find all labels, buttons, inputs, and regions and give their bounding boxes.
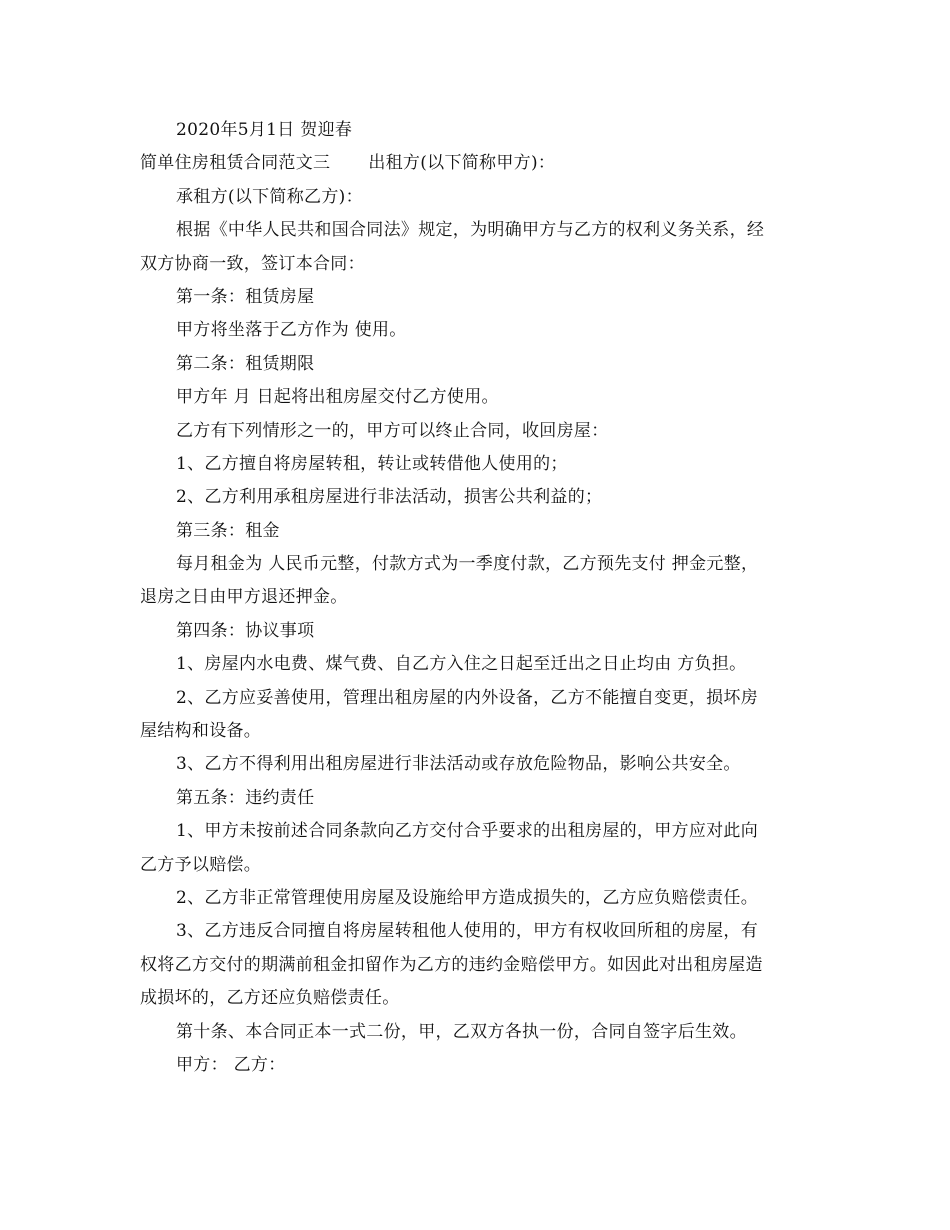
- article-heading: 第三条：租金: [176, 520, 280, 541]
- list-item: 1、甲方未按前述合同条款向乙方交付合乎要求的出租房屋的，甲方应对此向: [176, 821, 759, 842]
- paragraph-line: 每月租金为 人民币元整，付款方式为一季度付款，乙方预先支付 押金元整，: [176, 554, 759, 575]
- paragraph-line: 双方协商一致，签订本合同：: [140, 253, 365, 274]
- list-item: 2、乙方非正常管理使用房屋及设施给甲方造成损失的，乙方应负赔偿责任。: [176, 887, 759, 908]
- date-author-line: 2020年5月1日 贺迎春: [176, 120, 353, 140]
- paragraph-line: 根据《中华人民共和国合同法》规定，为明确甲方与乙方的权利义务关系，经: [176, 220, 765, 241]
- title-line: [140, 147, 820, 180]
- paragraph-line: 乙方予以赔偿。: [140, 854, 262, 875]
- document-page: [140, 114, 820, 1082]
- document-title: 简单住房租赁合同范文三: [140, 153, 331, 174]
- list-item: 2、乙方应妥善使用，管理出租房屋的内外设备，乙方不能擅自变更，损坏房: [176, 687, 759, 708]
- article-heading: 第四条：协议事项: [176, 620, 315, 641]
- article-heading: 第十条、本合同正本一式二份，甲，乙双方各执一份，合同自签字后生效。: [176, 1021, 747, 1042]
- signature-line: 甲方： 乙方：: [176, 1054, 286, 1075]
- lessor-label: 出租方(以下简称甲方)：: [368, 153, 556, 174]
- paragraph-line: 乙方有下列情形之一的，甲方可以终止合同，收回房屋：: [176, 420, 609, 441]
- list-item: 2、乙方利用承租房屋进行非法活动，损害公共利益的；: [176, 487, 603, 508]
- list-item: 1、乙方擅自将房屋转租，转让或转借他人使用的；: [176, 453, 568, 474]
- paragraph-line: 成损坏的，乙方还应负赔偿责任。: [140, 988, 400, 1009]
- paragraph-line: 权将乙方交付的期满前租金扣留作为乙方的违约金赔偿甲方。如因此对出租房屋造: [140, 954, 763, 975]
- article-heading: 第一条：租赁房屋: [176, 286, 315, 307]
- paragraph-line: 甲方年 月 日起将出租房屋交付乙方使用。: [176, 387, 499, 408]
- list-item: 3、乙方违反合同擅自将房屋转租他人使用的，甲方有权收回所租的房屋，有: [176, 921, 759, 942]
- paragraph-line: 屋结构和设备。: [140, 721, 262, 742]
- list-item: 3、乙方不得利用出租房屋进行非法活动或存放危险物品，影响公共安全。: [176, 754, 741, 775]
- article-heading: 第二条：租赁期限: [176, 353, 315, 374]
- article-heading: 第五条：违约责任: [176, 787, 315, 808]
- list-item: 1、房屋内水电费、煤气费、自乙方入住之日起至迁出之日止均由 方负担。: [176, 654, 747, 675]
- paragraph-line: 甲方将坐落于乙方作为 使用。: [176, 320, 407, 341]
- lessee-label: 承租方(以下简称乙方)：: [176, 186, 363, 207]
- paragraph-line: 退房之日由甲方退还押金。: [140, 587, 348, 608]
